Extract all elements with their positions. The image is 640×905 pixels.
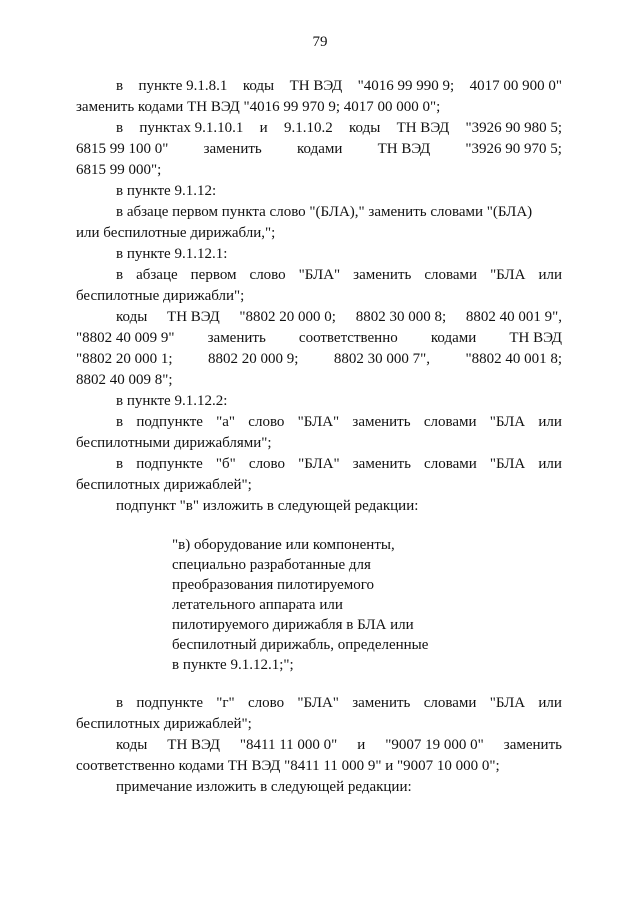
text-word: первом — [190, 267, 237, 283]
text-word: "9007 19 000 0" — [385, 737, 484, 753]
page-number: 79 — [312, 34, 328, 50]
text-word: беспилотные дирижабли"; — [76, 288, 245, 304]
text-word: заменить кодами ТН ВЭД "4016 99 970 9; 4017 00 000 0"; — [76, 99, 441, 115]
quote-line: специально разработанные для — [172, 557, 371, 573]
text-word: или — [538, 695, 562, 711]
text-line — [76, 328, 562, 349]
text-word: пункте 9.1.8.1 — [138, 78, 228, 94]
text-line — [76, 349, 562, 370]
closing-paragraphs — [76, 693, 562, 798]
text-word: ТН ВЭД — [289, 78, 343, 94]
text-word: словами — [424, 267, 478, 283]
text-word: словами — [424, 456, 477, 472]
text-word: беспилотных дирижаблей"; — [76, 716, 252, 732]
text-word: и — [259, 120, 268, 136]
document-body — [76, 76, 562, 798]
text-line — [76, 454, 562, 475]
text-line — [76, 118, 562, 139]
text-word: словами — [423, 414, 477, 430]
text-word: коды — [116, 309, 148, 325]
text-word: слово — [249, 267, 286, 283]
text-word: коды — [242, 78, 275, 94]
text-word: примечание изложить в следующей редакции: — [116, 779, 412, 795]
text-word: ТН ВЭД — [509, 330, 562, 346]
text-word: заменить — [352, 695, 411, 711]
text-word: беспилотных дирижаблей"; — [76, 477, 252, 493]
text-word: или — [538, 456, 562, 472]
text-word: "8802 20 000 1; — [76, 351, 173, 367]
text-word: 8802 40 009 8"; — [76, 372, 173, 388]
text-line — [76, 139, 562, 160]
text-line — [76, 433, 562, 454]
text-word: соответственно — [298, 330, 398, 346]
text-word: "8802 40 001 8; — [465, 351, 562, 367]
text-word: "БЛА — [489, 456, 526, 472]
text-word: "8411 11 000 0" — [239, 737, 338, 753]
main-paragraphs — [76, 76, 562, 517]
text-word: 8802 20 000 9; — [208, 351, 299, 367]
text-word: слово — [248, 456, 286, 472]
text-word: пунктах 9.1.10.1 — [139, 120, 244, 136]
text-word: в пункте 9.1.12: — [116, 183, 217, 199]
text-word: подпункте — [136, 414, 203, 430]
text-line — [76, 735, 562, 756]
text-line — [76, 202, 562, 223]
text-line — [76, 244, 562, 265]
text-word: "8802 40 009 9" — [76, 330, 175, 346]
text-line — [76, 756, 562, 777]
text-word: 8802 30 000 8; — [355, 309, 447, 325]
text-line — [76, 76, 562, 97]
text-word: словами — [423, 695, 477, 711]
text-line — [76, 412, 562, 433]
text-line — [76, 714, 562, 735]
text-word: абзаце — [136, 267, 178, 283]
text-word: ТН ВЭД — [377, 141, 431, 157]
text-word: или беспилотные дирижабли,"; — [76, 225, 276, 241]
text-word: ТН ВЭД — [167, 737, 220, 753]
text-word: 9.1.10.2 — [283, 120, 333, 136]
text-word: заменить — [207, 330, 266, 346]
text-word: или — [538, 267, 562, 283]
text-line — [76, 391, 562, 412]
text-word: слово — [247, 695, 285, 711]
text-word: "8802 20 000 0; — [239, 309, 336, 325]
quoted-amendment — [76, 535, 562, 675]
text-line — [76, 370, 562, 391]
text-word: подпункте — [136, 695, 203, 711]
text-word: заменить — [503, 737, 562, 753]
text-line — [76, 181, 562, 202]
text-line — [76, 777, 562, 798]
quote-line: в пункте 9.1.12.1;"; — [172, 657, 294, 673]
text-line — [76, 693, 562, 714]
text-word: "БЛА" — [298, 456, 340, 472]
text-word: ТН ВЭД — [396, 120, 450, 136]
text-word: кодами — [430, 330, 477, 346]
text-line — [76, 475, 562, 496]
text-word: в пункте 9.1.12.1: — [116, 246, 228, 262]
text-word: в абзаце первом пункта слово "(БЛА)," заменить словами "(БЛА) — [116, 204, 533, 220]
text-word: подпункт "в" изложить в следующей редакции: — [116, 498, 419, 514]
text-word: 6815 99 100 0" — [76, 141, 169, 157]
text-word: коды — [116, 737, 148, 753]
text-line — [76, 160, 562, 181]
text-word: "БЛА — [489, 414, 526, 430]
text-word: ТН ВЭД — [167, 309, 220, 325]
text-word: "4016 99 990 9; — [357, 78, 455, 94]
text-line — [76, 265, 562, 286]
quote-line: летательного аппарата или — [172, 597, 343, 613]
text-word: слово — [248, 414, 285, 430]
text-word: заменить — [352, 414, 411, 430]
text-word: в — [116, 78, 124, 94]
text-word: "БЛА — [489, 695, 526, 711]
text-word: и — [357, 737, 366, 753]
text-word: или — [538, 414, 562, 430]
text-word: 6815 99 000"; — [76, 162, 162, 178]
text-word: в — [116, 695, 124, 711]
quote-line: преобразования пилотируемого — [172, 577, 375, 593]
text-word: в пункте 9.1.12.2: — [116, 393, 228, 409]
text-word: кодами — [296, 141, 343, 157]
text-line — [76, 496, 562, 517]
text-word: заменить — [353, 267, 412, 283]
text-word: беспилотными дирижаблями"; — [76, 435, 272, 451]
text-word: "б" — [215, 456, 236, 472]
text-word: в — [116, 120, 124, 136]
text-word: соответственно кодами ТН ВЭД "8411 11 000 9" и "9007 10 000 0"; — [76, 758, 500, 774]
text-line — [76, 223, 562, 244]
quote-line: "в) оборудование или компоненты, — [172, 537, 395, 553]
text-line — [76, 307, 562, 328]
text-word: заменить — [352, 456, 411, 472]
quote-line: беспилотный дирижабль, определенные — [172, 637, 429, 653]
text-word: "3926 90 970 5; — [465, 141, 562, 157]
text-line — [76, 97, 562, 118]
text-word: "а" — [216, 414, 236, 430]
text-word: "г" — [216, 695, 235, 711]
text-word: "БЛА" — [297, 695, 339, 711]
text-line — [76, 286, 562, 307]
text-word: 8802 30 000 7", — [333, 351, 430, 367]
text-word: коды — [348, 120, 381, 136]
text-word: "БЛА" — [297, 414, 340, 430]
text-word: 4017 00 900 0" — [469, 78, 562, 94]
text-word: в — [116, 456, 124, 472]
text-word: "БЛА" — [298, 267, 341, 283]
text-word: "3926 90 980 5; — [465, 120, 562, 136]
text-word: "БЛА — [490, 267, 526, 283]
text-word: в — [116, 414, 124, 430]
text-word: заменить — [203, 141, 262, 157]
text-word: в — [116, 267, 124, 283]
text-word: 8802 40 001 9", — [465, 309, 562, 325]
text-word: подпункте — [136, 456, 203, 472]
quote-line: пилотируемого дирижабля в БЛА или — [172, 617, 414, 633]
